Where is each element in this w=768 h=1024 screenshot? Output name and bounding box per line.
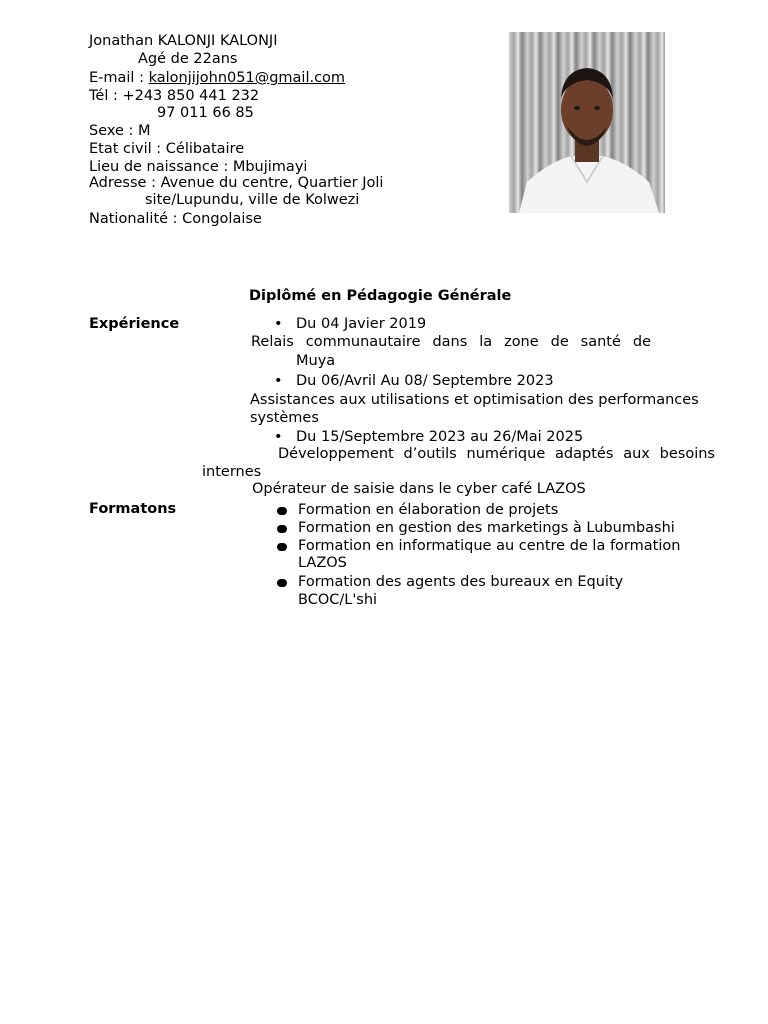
formation-item: Formation en élaboration de projets <box>298 502 559 518</box>
address-line-1: Adresse : Avenue du centre, Quartier Joli <box>89 175 384 191</box>
experience-heading: Expérience <box>89 316 180 332</box>
experience-item1-date: Du 04 Javier 2019 <box>296 316 427 332</box>
word: santé <box>580 334 621 350</box>
formation-item-cont: BCOC/L'shi <box>298 592 378 608</box>
bullet-glyph: • <box>274 316 283 332</box>
formation-item-cont: LAZOS <box>298 555 347 571</box>
age-line: Agé de 22ans <box>138 51 238 67</box>
formations-heading: Formatons <box>89 501 177 517</box>
word: d’outils <box>403 446 457 462</box>
experience-item1-cont: Muya <box>296 353 336 369</box>
email-line <box>89 70 345 87</box>
formation-item: Formation des agents des bureaux en Equity <box>298 574 624 590</box>
sex-line: Sexe : M <box>89 123 151 139</box>
word: la <box>479 334 493 350</box>
phone-line-2: 97 011 66 85 <box>157 105 254 121</box>
experience-item3-desc <box>278 446 715 463</box>
word: zone <box>504 334 539 350</box>
phone-line-1: Tél : +243 850 441 232 <box>89 88 260 104</box>
full-name: Jonathan KALONJI KALONJI <box>89 33 278 49</box>
email-label: E-mail : <box>89 70 149 86</box>
experience-item2-desc-cont: systèmes <box>250 410 319 426</box>
word: adaptés <box>555 446 614 462</box>
profile-photo <box>509 32 665 213</box>
email-link[interactable]: kalonjijohn051@gmail.com <box>148 70 346 86</box>
bullet-glyph: • <box>274 373 283 389</box>
experience-item2-desc: Assistances aux utilisations et optimisation des performances <box>250 392 699 408</box>
birthplace-line: Lieu de naissance : Mbujimayi <box>89 159 308 175</box>
experience-item3-date: Du 15/Septembre 2023 au 26/Mai 2025 <box>296 429 584 445</box>
bullet-icon <box>277 541 289 553</box>
word: dans <box>432 334 468 350</box>
word: aux <box>623 446 650 462</box>
word: communautaire <box>305 334 421 350</box>
word: Relais <box>251 334 294 350</box>
bullet-glyph: • <box>274 429 283 445</box>
person-portrait-icon <box>509 32 665 213</box>
word: de <box>550 334 569 350</box>
formation-item: Formation en gestion des marketings à Lubumbashi <box>298 520 675 536</box>
bullet-icon <box>277 505 289 517</box>
formation-item: Formation en informatique au centre de la formation <box>298 538 681 554</box>
experience-item2-date: Du 06/Avril Au 08/ Septembre 2023 <box>296 373 554 389</box>
word: numérique <box>466 446 546 462</box>
word: de <box>632 334 651 350</box>
experience-item4: Opérateur de saisie dans le cyber café LAZOS <box>252 481 586 497</box>
nationality-line: Nationalité : Congolaise <box>89 211 262 227</box>
word: besoins <box>659 446 715 462</box>
bullet-icon <box>277 577 289 589</box>
word: Développement <box>278 446 394 462</box>
address-line-2: site/Lupundu, ville de Kolwezi <box>145 192 360 208</box>
experience-item1-desc <box>251 334 651 351</box>
bullet-icon <box>277 523 289 535</box>
experience-item3-cont: internes <box>202 464 262 480</box>
diploma-title: Diplômé en Pédagogie Générale <box>249 288 512 304</box>
civil-status-line: Etat civil : Célibataire <box>89 141 245 157</box>
